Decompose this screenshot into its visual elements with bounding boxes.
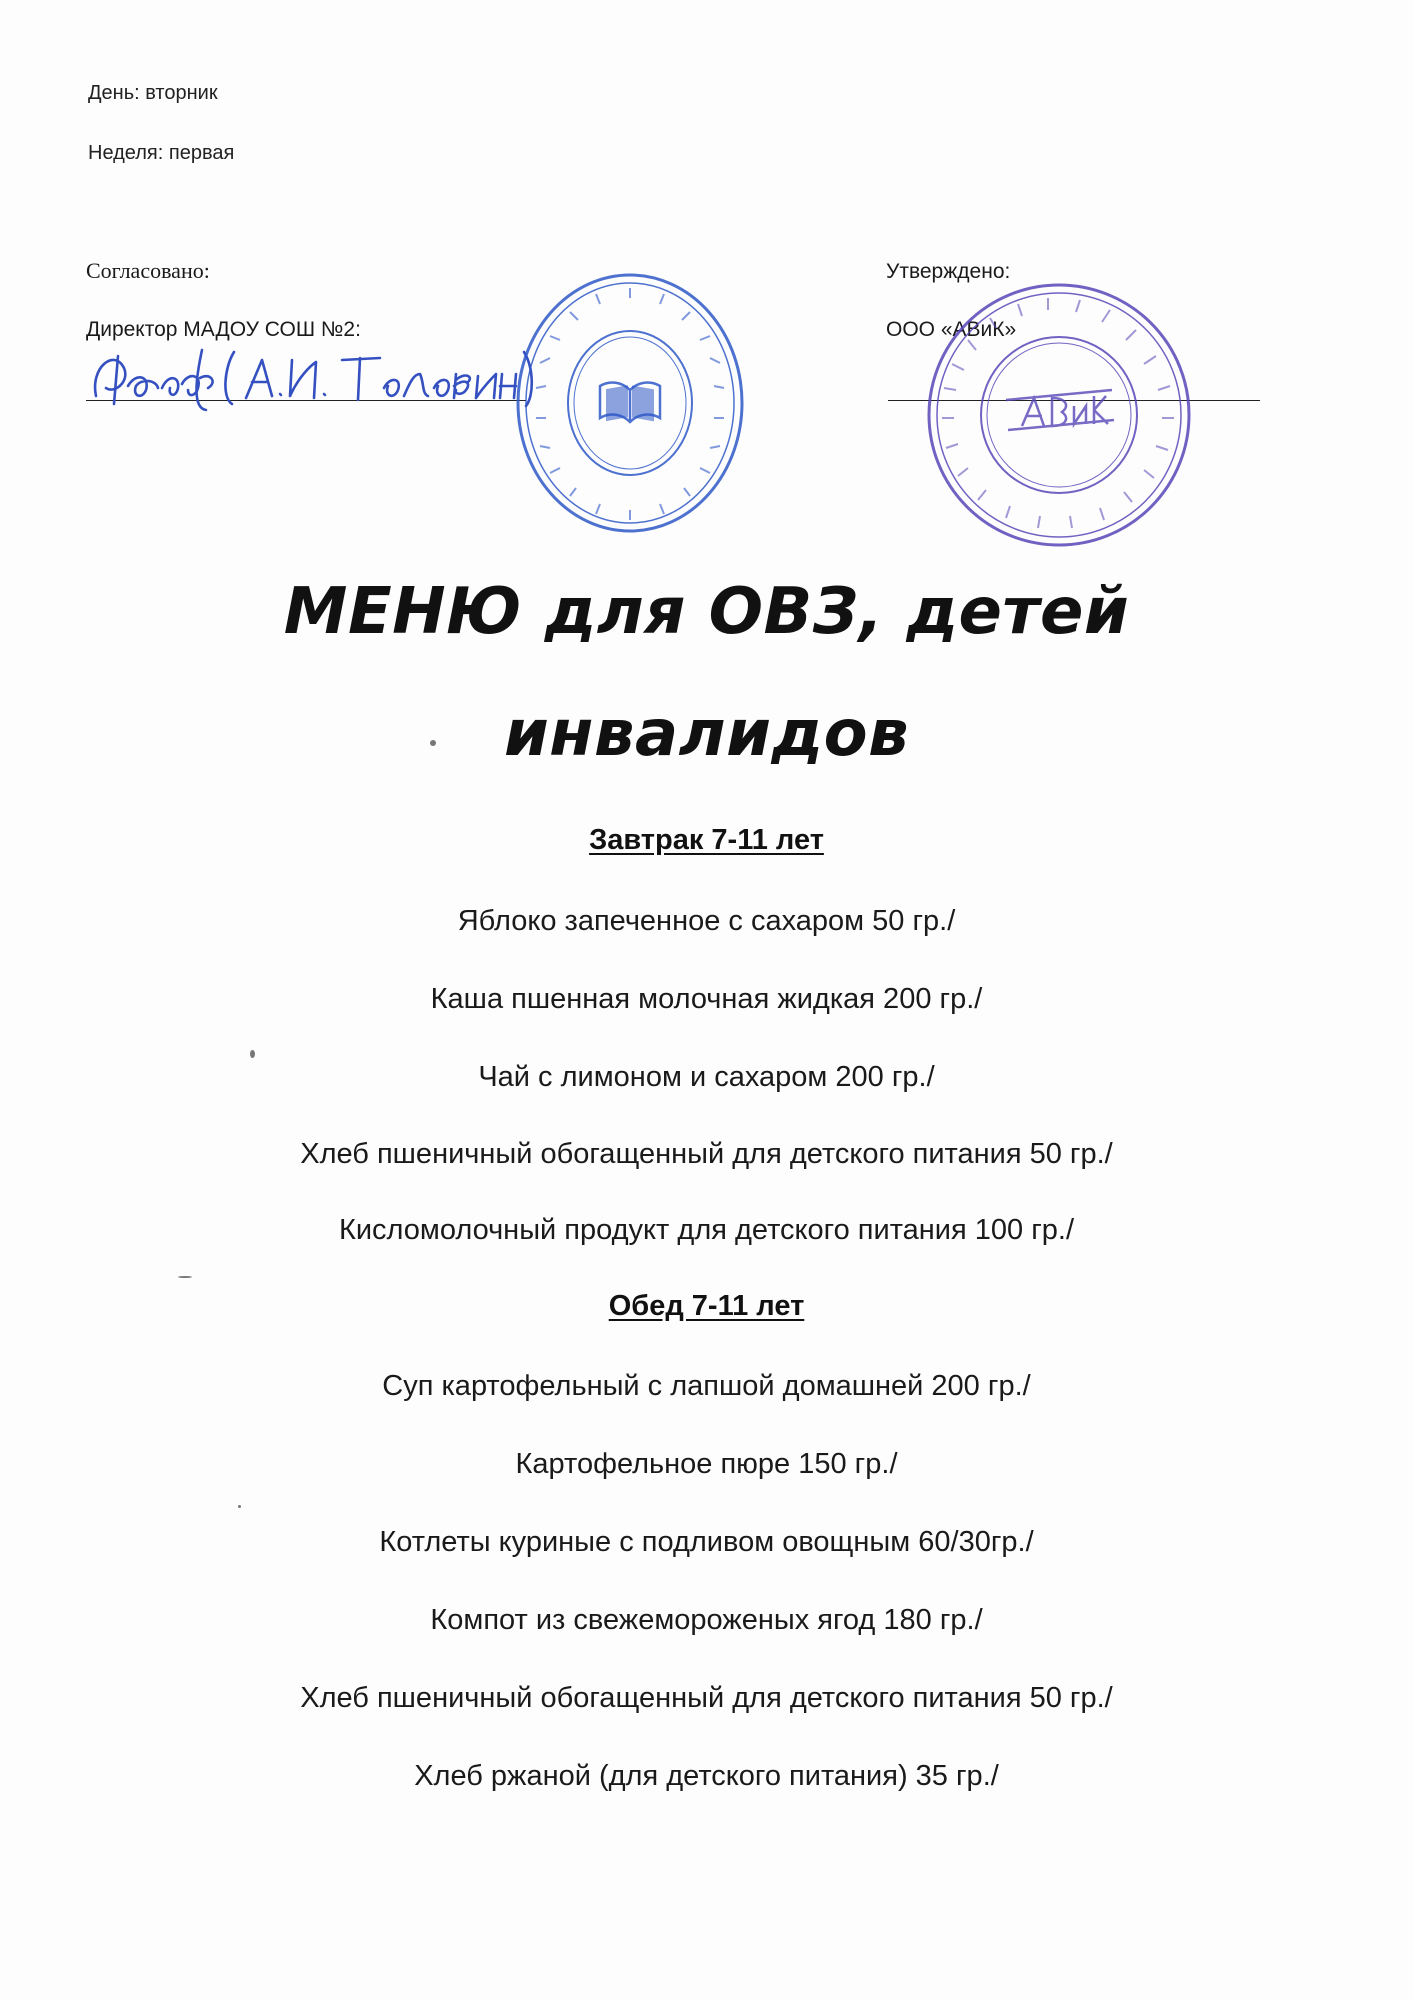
- school-round-stamp: [510, 268, 750, 538]
- lunch-item: Котлеты куриные с подливом овощным 60/30гр./: [379, 1526, 1034, 1558]
- breakfast-heading: Завтрак 7-11 лет: [589, 824, 824, 856]
- breakfast-item: Яблоко запеченное с сахаром 50 гр./: [457, 905, 956, 937]
- director-handwritten-signature: [84, 338, 564, 418]
- lunch-heading: Обед 7-11 лет: [608, 1290, 805, 1322]
- menu-title-line-2: инвалидов: [503, 697, 910, 771]
- approved-label: Утверждено:: [886, 260, 1011, 283]
- director-label: Директор МАДОУ СОШ №2:: [86, 318, 361, 341]
- agreed-label: Согласовано:: [86, 258, 210, 283]
- scan-speck: [178, 1276, 192, 1278]
- lunch-item: Хлеб ржаной (для детского питания) 35 гр./: [414, 1760, 999, 1792]
- week-label: Неделя: первая: [88, 142, 235, 164]
- scan-speck: [238, 1505, 241, 1508]
- company-round-stamp: [922, 278, 1197, 553]
- scan-speck: [250, 1050, 255, 1058]
- day-label: День: вторник: [88, 82, 218, 104]
- menu-title-line-1: МЕНЮ для ОВЗ, детей: [283, 575, 1130, 649]
- breakfast-item: Кисломолочный продукт для детского питания 100 гр./: [338, 1214, 1075, 1246]
- lunch-item: Хлеб пшеничный обогащенный для детского питания 50 гр./: [300, 1682, 1113, 1714]
- breakfast-item: Хлеб пшеничный обогащенный для детского питания 50 гр./: [300, 1138, 1113, 1170]
- lunch-item: Компот из свежемороженых ягод 180 гр./: [430, 1604, 983, 1636]
- lunch-item: Картофельное пюре 150 гр./: [515, 1448, 898, 1480]
- breakfast-item: Чай с лимоном и сахаром 200 гр./: [478, 1061, 935, 1093]
- lunch-item: Суп картофельный с лапшой домашней 200 гр./: [382, 1370, 1031, 1402]
- breakfast-item: Каша пшенная молочная жидкая 200 гр./: [430, 983, 983, 1015]
- company-label: ООО «АВиК»: [886, 318, 1017, 341]
- scan-speck: [430, 740, 436, 746]
